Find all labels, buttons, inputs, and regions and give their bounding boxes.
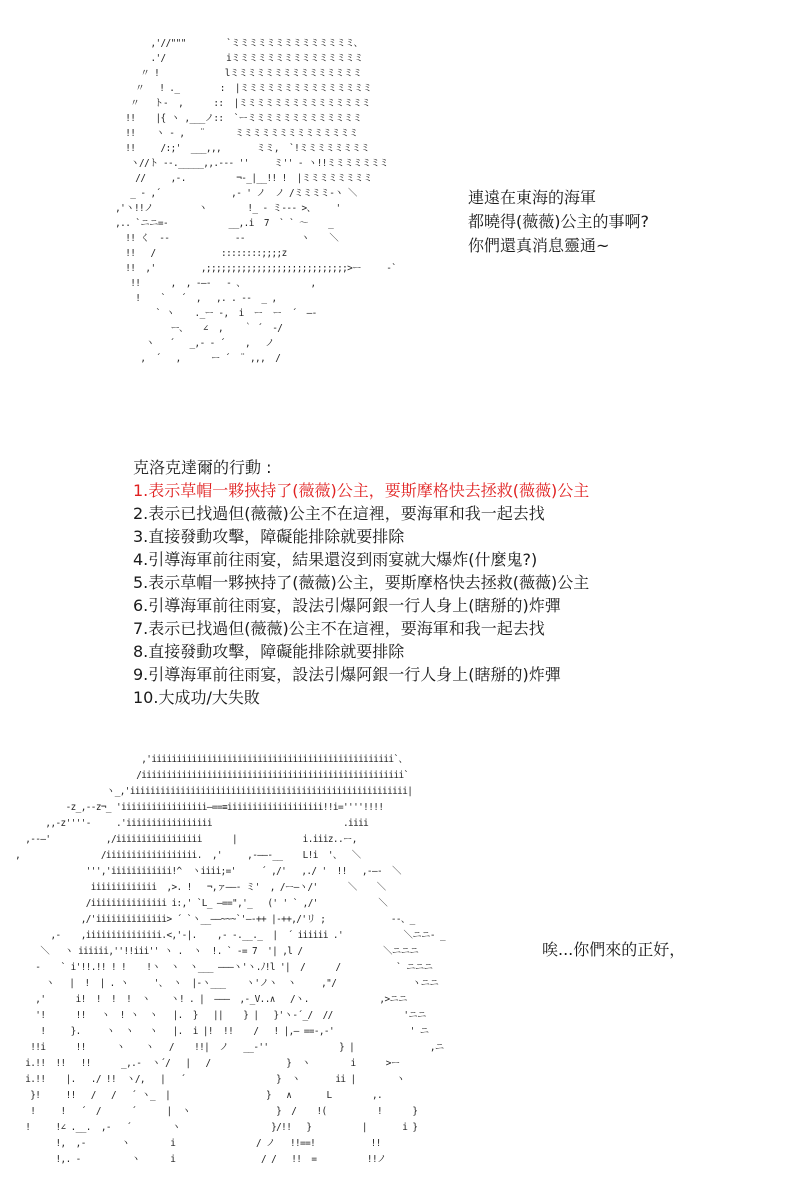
dialogue-line: 連遠在東海的海軍	[468, 188, 597, 207]
action-options-panel	[133, 456, 589, 709]
action-panel-heading: 克洛克達爾的行動 :	[133, 458, 272, 477]
action-option-8: 8.直接發動攻擊，障礙能排除就要排除	[133, 642, 405, 661]
dialogue-line: 都曉得(薇薇)公主的事啊?	[468, 212, 649, 231]
action-option-5: 5.表示草帽一夥挾持了(薇薇)公主，要斯摩格快去拯救(薇薇)公主	[133, 573, 590, 592]
speech-dialogue-bottom	[542, 938, 685, 962]
ascii-art-crocodile: ,'//""" `ミミミミミミミミミミミミミミ、 .'/ iミミミミミミミミミミミミミミミ 〃 ! lミミミミミミミミミミミミミミミ 〃 ! ._ : |ミミミミミミミミミミミミミミミ 〃 ト‐ , :: |ミミミミミミミミミミミミミミミ !! |{ ヽ ,___ノ:: `ーミミミミミミミミミミミミミ !! ヽ ‐ , ¨ ミミミミミミミミミミミミミミ !! /:;' ___,,, ミミ, `!ミミミミミミミミ ヽ//ト ‐-._____,,.--- '' ミ'' ‐ ヽ!!ミミミミミミミ // ,-. ¬-_|__!! ! |ミミミミミミミミ _ ‐ ,´ ,- ' ノ ノ /ミミミミ-ヽ ＼ ,'ヽ!!ノ ヽ !_ ‐ ミ‐-- >、 ' ,.. `ニニ=- __,.i 7 ` ` ～ _ !! く ‐‐ ‐‐ ヽ ＼ !! / ::::::::;;;;z !! ,' ,;;;;;;;;;;;;;;;;;;;;;;;;;;;;>ー ‐` !! , , -―‐ ‐ 、 , ! ` ´ , ,. . ‐‐ _ , ` ヽ ._ー ‐, i ー ー ´ ―‐ ー、 ∠ , ｀ ´ ‐/ ヽ ´ _,- ‐ ´ , ノ , ´ , ー ´ ¨ ,,, /	[115, 38, 397, 364]
action-option-3: 3.直接發動攻擊，障礙能排除就要排除	[133, 527, 405, 546]
dialogue-line: 你們還真消息靈通~	[468, 236, 610, 255]
ascii-art-smoker: ,'iiiiiiiiiiiiiiiiiiiiiiiiiiiiiiiiiiiiiiiiiiiiiiii`、 /iiiiiiiiiiiiiiiiiiiiiiiiiiiiiiiiiiiiiiiiiiiiiiiiiiii` ヽ_,'iiiiiiiiiiiiiiiiiiiiiiiiiiiiiiiiiiiiiiiiiiiiiiiiiiiiiii| ‐z_,‐-z¬_ 'iiiiiiiiiiiiiiiii―==≡iiiiiiiiiiiiiiiiiii!!i=''''!!!! ,,-z''''‐ .'iiiiiiiiiiiiiiiii .iiii ,--―' ,/iiiiiiiiiiiiiiiii | i.iiiz..ー, , /iiiiiiiiiiiiiiiiii. ,' ,-――-__ L!i '、 ＼ ''','iiiiiiiiiiii!^ ヽiiii;=' ´ ,/' ,./ ' !! ,-―- ＼ iiiiiiiiiiiii ,>. ! ¬,ァ――- ミ' , /ー―ヽ/' ＼ ＼ /iiiiiiiiiiiiiii i:,' `L_ ―==",'_ (' ' ` ,/' ＼ ,/'iiiiiiiiiiiiii> ´ `ヽ__――~~~`'―-++ |‐++,/'リ ; ‐-、_ ,- ,iiiiiiiiiiiiiii.<,'-|. ,- -.__._ | ´ iiiiii .' ＼ニニ- _ ＼ ヽ iiiiii,''!!iii'' ヽ . ヽ !. ` ‐= 7 '| ,l / ＼ニニニ - ` i'!!.!! ! ! !ヽ ヽ ヽ___ ―――ヽ'ヽ.ﾉ!l '| / / ` ニニニ ヽ | ! | . ヽ '、 ヽ |‐ヽ___ ヽ'ノヽ ヽ ,"/ ヽニニ ,' i! ! ! ! ヽ ヽ! . | ――― ,-_V..∧ /ヽ. ,>ニニ '! !! ヽ ! ヽ ヽ |. } || } | }'ヽ‐´_/ // 'ニニ ! }. ヽ ヽ ヽ |. i |! !! / ! |,― ==-,-' ' ニ !!i !! ヽ ヽ / !!| ノ __-'' } | ,ニ i.!! !! !! _,.‐ ヽ´/ | / } ヽ i >ー i.!! |. ./ !! ヽ/, | ´ } ヽ ii | ヽ }! !! / / ´ ヽ_ | } ∧ L ,. ! ! ´ / ´ | ヽ } / !( ! } ! !∠ .__. ,- ´ ヽ }/!! } | i } !, ,- ヽ i / ノ !!==! !! !,. ‐ ヽ i / / !! = !!ノ	[15, 754, 445, 1165]
action-option-10: 10.大成功/大失敗	[133, 688, 260, 707]
speech-dialogue-top	[468, 186, 649, 258]
action-option-6: 6.引導海軍前往雨宴，設法引爆阿銀一行人身上(瞎掰的)炸彈	[133, 596, 561, 615]
action-option-9: 9.引導海軍前往雨宴，設法引爆阿銀一行人身上(瞎掰的)炸彈	[133, 665, 561, 684]
action-option-1: 1.表示草帽一夥挾持了(薇薇)公主，要斯摩格快去拯救(薇薇)公主	[133, 481, 590, 500]
dialogue-line: 唉...你們來的正好，	[542, 940, 686, 959]
action-option-4: 4.引導海軍前往雨宴，結果還沒到雨宴就大爆炸(什麼鬼?)	[133, 550, 538, 569]
action-option-7: 7.表示已找過但(薇薇)公主不在這裡，要海軍和我一起去找	[133, 619, 545, 638]
action-option-2: 2.表示已找過但(薇薇)公主不在這裡，要海軍和我一起去找	[133, 504, 545, 523]
